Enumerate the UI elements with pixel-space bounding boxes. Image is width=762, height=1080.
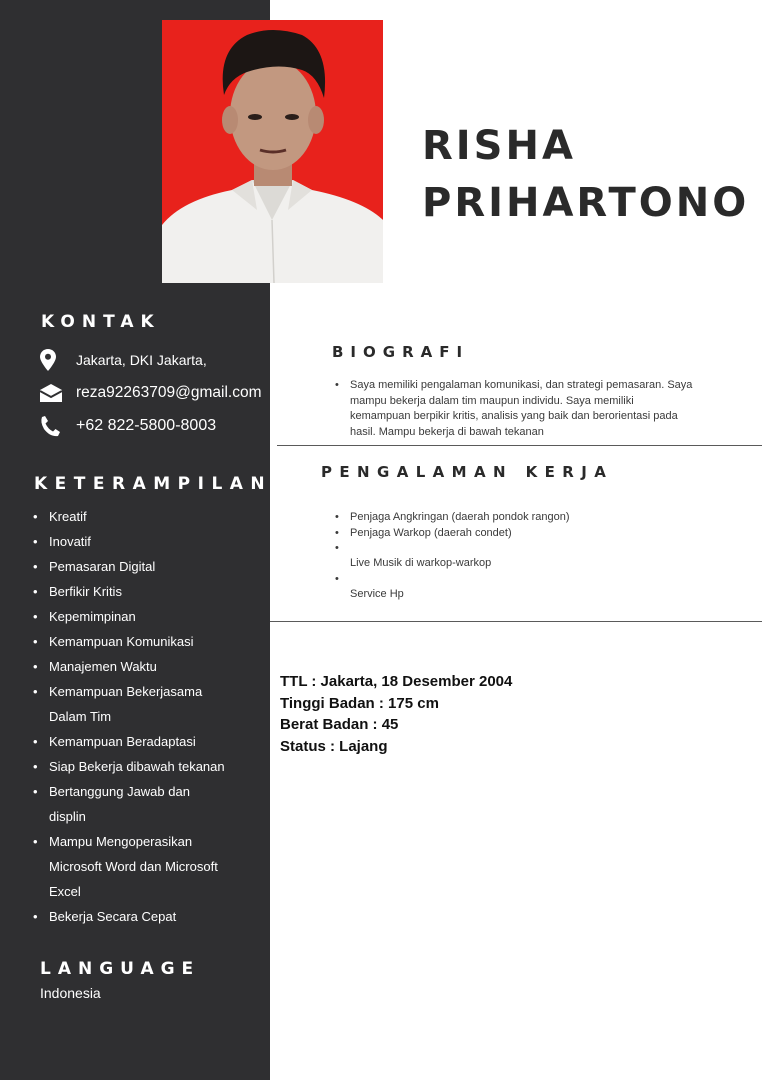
experience-item-text: • Service Hp (350, 588, 404, 600)
birth-info: TTL : Jakarta, 18 Desember 2004 (280, 673, 513, 690)
biografi-heading: BIOGRAFI (332, 343, 470, 361)
location-text: Jakarta, DKI Jakarta, (76, 352, 207, 368)
skill-item (33, 904, 263, 929)
biografi-list (335, 378, 707, 440)
skill-text: Kemampuan Bekerjasama (49, 684, 203, 699)
envelope-icon (40, 381, 66, 405)
skill-text: Mampu Mengoperasikan (49, 834, 193, 849)
phone-icon (40, 414, 66, 438)
skill-text: Berfikir Kritis (49, 584, 122, 599)
skill-item (33, 579, 263, 604)
skills-list (33, 504, 263, 929)
contact-location (40, 348, 207, 372)
skill-item (33, 829, 263, 904)
skills-heading: KETERAMPILAN (34, 474, 273, 494)
skill-text: Kreatif (49, 509, 87, 524)
section-divider (277, 445, 762, 446)
phone-text[interactable]: +62 822-5800-8003 (76, 417, 217, 434)
skill-item (33, 754, 263, 779)
bio-line-2: mampu bekerja dalam tim maupun individu. Saya memiliki (350, 394, 634, 407)
skill-item (33, 779, 263, 829)
section-divider (270, 621, 762, 622)
experience-item (335, 541, 735, 572)
name-line-2: PRIHARTONO (422, 180, 750, 226)
profile-photo (162, 20, 383, 283)
skill-item (33, 604, 263, 629)
experience-heading: PENGALAMAN KERJA (321, 463, 614, 481)
skill-text: displin (49, 809, 86, 824)
skill-item (33, 629, 263, 654)
experience-item (335, 572, 735, 603)
skill-text: Microsoft Word dan Microsoft (49, 859, 218, 874)
contact-heading: KONTAK (41, 312, 161, 332)
skill-text: Excel (49, 884, 81, 899)
skill-item (33, 554, 263, 579)
email-text[interactable]: reza92263709@gmail.com (76, 384, 262, 401)
location-pin-icon (40, 348, 66, 372)
skill-item (33, 729, 263, 754)
language-heading: LANGUAGE (40, 959, 201, 979)
skill-text: Bekerja Secara Cepat (49, 909, 177, 924)
skill-text: Manajemen Waktu (49, 659, 157, 674)
weight-info: Berat Badan : 45 (280, 716, 399, 733)
skill-text: Inovatif (49, 534, 91, 549)
bio-line-1: Saya memiliki pengalaman komunikasi, dan strategi pemasaran. Saya (350, 379, 693, 391)
skill-text: Bertanggung Jawab dan (49, 784, 190, 799)
experience-list (335, 510, 735, 603)
contact-email (40, 381, 261, 405)
experience-item-text: • Live Musik di warkop-warkop (350, 557, 492, 569)
language-value: Indonesia (40, 985, 101, 1001)
skill-item (33, 529, 263, 554)
height-info: Tinggi Badan : 175 cm (280, 694, 439, 712)
experience-item: • Penjaga Warkop (daerah condet) (335, 526, 735, 542)
name-line-1: RISHA (422, 123, 576, 169)
skill-item (33, 504, 263, 529)
status-info: Status : Lajang (280, 737, 388, 755)
bio-line-3: kemampuan berpikir kritis, analisis yang baik dan berorientasi pada (350, 410, 678, 422)
skill-text: Dalam Tim (49, 709, 112, 724)
skill-text: Siap Bekerja dibawah tekanan (49, 759, 225, 774)
skill-item (33, 679, 263, 729)
skill-text: Kepemimpinan (49, 609, 136, 624)
skill-text: Kemampuan Beradaptasi (49, 734, 196, 749)
contact-phone (40, 414, 216, 438)
profile-name (422, 118, 749, 232)
skill-item (33, 654, 263, 679)
skill-text: Pemasaran Digital (49, 559, 156, 574)
bio-line-4: hasil. Mampu bekerja di bawah tekanan (350, 425, 544, 438)
personal-info (280, 671, 512, 757)
biografi-item (335, 378, 707, 440)
skill-text: Kemampuan Komunikasi (49, 634, 194, 649)
experience-item: • Penjaga Angkringan (daerah pondok rangon) (335, 510, 735, 526)
